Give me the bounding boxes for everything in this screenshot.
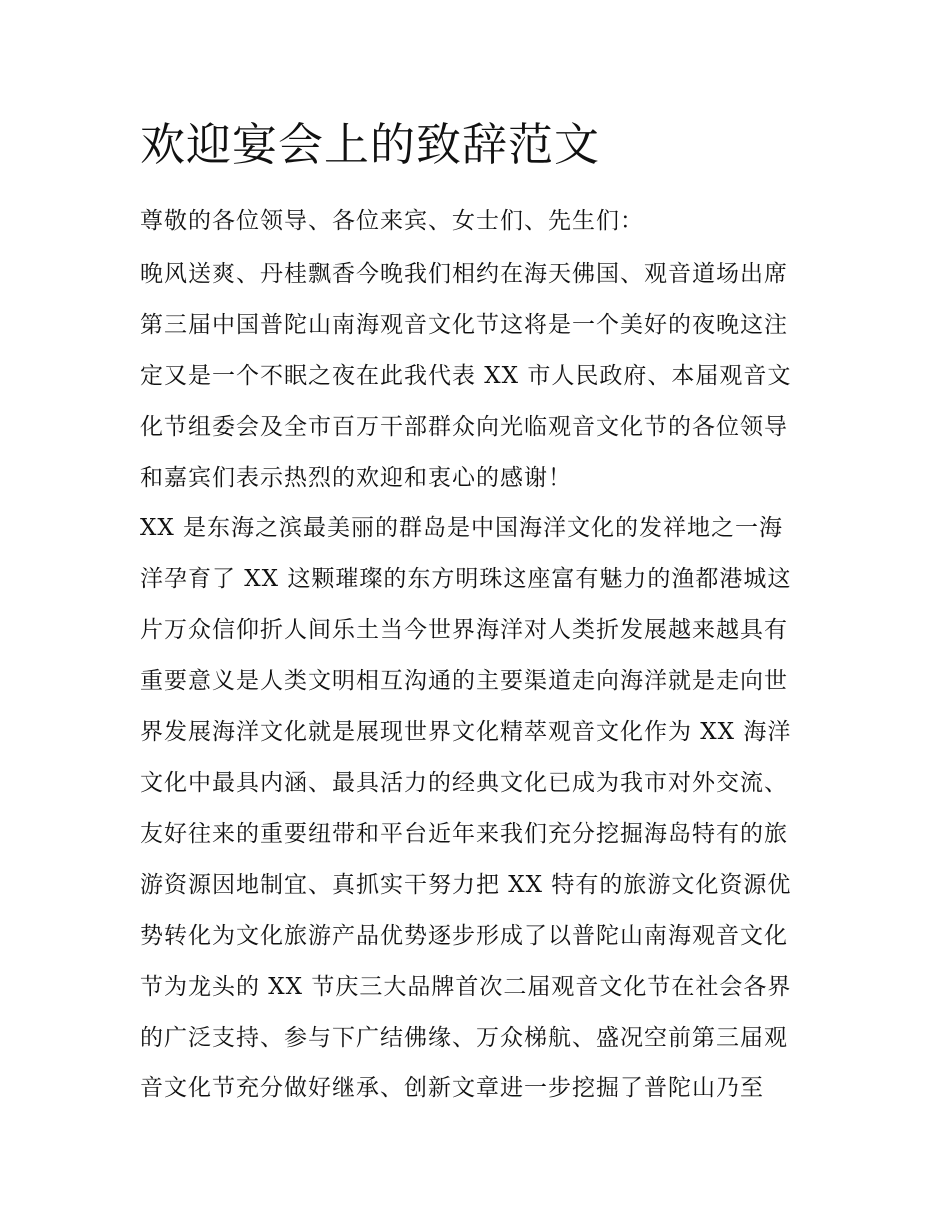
paragraph-line: 的广泛支持、参与下广结佛缘、万众梯航、盛况空前第三届观 (140, 1024, 788, 1051)
paragraph-line: 和嘉宾们表示热烈的欢迎和衷心的感谢！ (140, 464, 572, 491)
greeting-line: 尊敬的各位领导、各位来宾、女士们、先生们： (140, 208, 644, 234)
paragraph-line: 游资源因地制宜、真抓实干努力把 XX 特有的旅游文化资源优 (140, 871, 792, 898)
document-title: 欢迎宴会上的致辞范文 (140, 118, 601, 171)
paragraph-line: 洋孕育了 XX 这颗璀璨的东方明珠这座富有魅力的渔都港城这 (140, 566, 792, 593)
paragraph-line: XX 是东海之滨最美丽的群岛是中国海洋文化的发祥地之一海 (140, 515, 784, 542)
paragraph-line: 文化中最具内涵、最具活力的经典文化已成为我市对外交流、 (140, 769, 788, 796)
paragraph-line: 定又是一个不眠之夜在此我代表 XX 市人民政府、本届观音文 (140, 362, 792, 389)
document-body (140, 112, 820, 1114)
paragraph-line: 势转化为文化旅游产品优势逐步形成了以普陀山南海观音文化 (140, 922, 788, 949)
paragraph-line: 晚风送爽、丹桂飘香今晚我们相约在海天佛国、观音道场出席 (140, 260, 788, 287)
paragraph-line: 节为龙头的 XX 节庆三大品牌首次二届观音文化节在社会各界 (140, 973, 792, 1000)
paragraph-line: 音文化节充分做好继承、创新文章进一步挖掘了普陀山乃至 (140, 1075, 764, 1102)
paragraph-line: 友好往来的重要纽带和平台近年来我们充分挖掘海岛特有的旅 (140, 820, 788, 847)
paragraph-line: 第三届中国普陀山南海观音文化节这将是一个美好的夜晚这注 (140, 311, 788, 338)
paragraph-2 (140, 503, 820, 1114)
paragraph-line: 化节组委会及全市百万干部群众向光临观音文化节的各位领导 (140, 413, 788, 440)
paragraph-1 (140, 249, 820, 504)
paragraph-line: 片万众信仰折人间乐土当今世界海洋对人类折发展越来越具有 (140, 617, 788, 644)
paragraph-line: 界发展海洋文化就是展现世界文化精萃观音文化作为 XX 海洋 (140, 719, 792, 746)
paragraph-line: 重要意义是人类文明相互沟通的主要渠道走向海洋就是走向世 (140, 668, 788, 695)
